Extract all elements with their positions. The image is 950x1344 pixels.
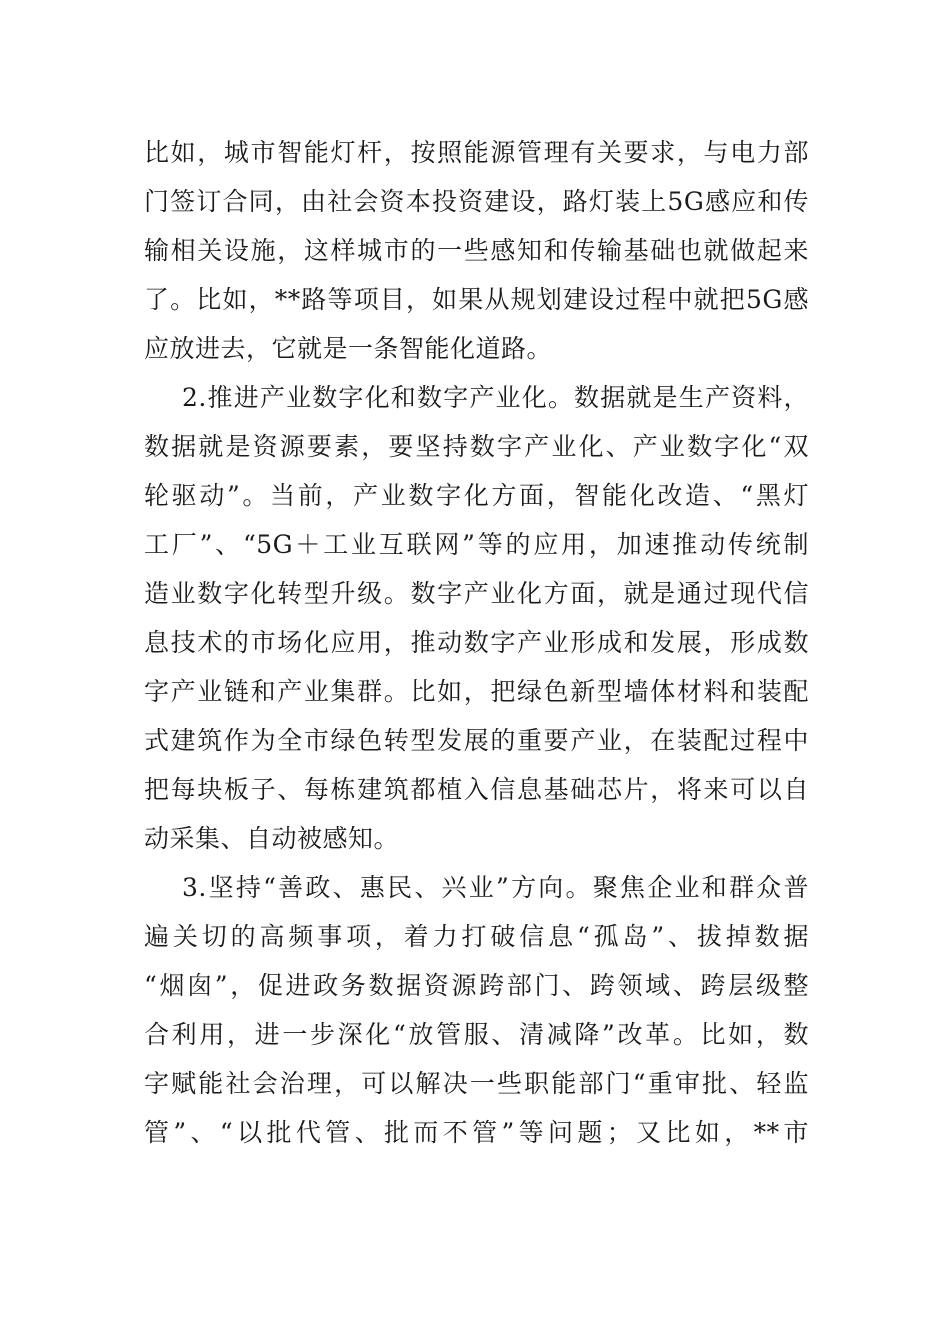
document-body bbox=[144, 128, 809, 1157]
text-line: 息技术的市场化应用，推动数字产业形成和发展，形成数 bbox=[144, 628, 809, 657]
text-line: 数据就是资源要素，要坚持数字产业化、产业数字化“双 bbox=[144, 432, 809, 461]
text-line: 遍关切的高频事项，着力打破信息“孤岛”、拔掉数据 bbox=[144, 922, 809, 951]
text-line: 造业数字化转型升级。数字产业化方面，就是通过现代信 bbox=[144, 579, 809, 608]
text-line: 轮驱动”。当前，产业数字化方面，智能化改造、“黑灯 bbox=[144, 481, 809, 510]
text-line: 式建筑作为全市绿色转型发展的重要产业，在装配过程中 bbox=[144, 726, 809, 755]
text-line: “烟囱”，促进政务数据资源跨部门、跨领域、跨层级整 bbox=[144, 971, 809, 1000]
text-line: 了。比如，**路等项目，如果从规划建设过程中就把5G感 bbox=[144, 285, 809, 314]
text-line: 工厂”、“5G＋工业互联网”等的应用，加速推动传统制 bbox=[144, 530, 809, 559]
paragraph-heading-line: 2.推进产业数字化和数字产业化。数据就是生产资料， bbox=[182, 383, 809, 412]
text-line: 动采集、自动被感知。 bbox=[144, 824, 400, 853]
text-line: 合利用，进一步深化“放管服、清减降”改革。比如，数 bbox=[144, 1020, 809, 1049]
text-line: 把每块板子、每栋建筑都植入信息基础芯片，将来可以自 bbox=[144, 775, 809, 804]
text-line: 比如，城市智能灯杆，按照能源管理有关要求，与电力部 bbox=[144, 138, 809, 167]
text-line: 门签订合同，由社会资本投资建设，路灯装上5G感应和传 bbox=[144, 187, 809, 216]
text-line: 应放进去，它就是一条智能化道路。 bbox=[144, 334, 553, 363]
text-line: 字产业链和产业集群。比如，把绿色新型墙体材料和装配 bbox=[144, 677, 809, 706]
text-line: 字赋能社会治理，可以解决一些职能部门“重审批、轻监 bbox=[144, 1069, 809, 1098]
text-line: 管”、“以批代管、批而不管”等问题；又比如，**市 bbox=[144, 1118, 809, 1147]
text-line: 输相关设施，这样城市的一些感知和传输基础也就做起来 bbox=[144, 236, 809, 265]
paragraph-heading-line: 3.坚持“善政、惠民、兴业”方向。聚焦企业和群众普 bbox=[182, 873, 809, 902]
